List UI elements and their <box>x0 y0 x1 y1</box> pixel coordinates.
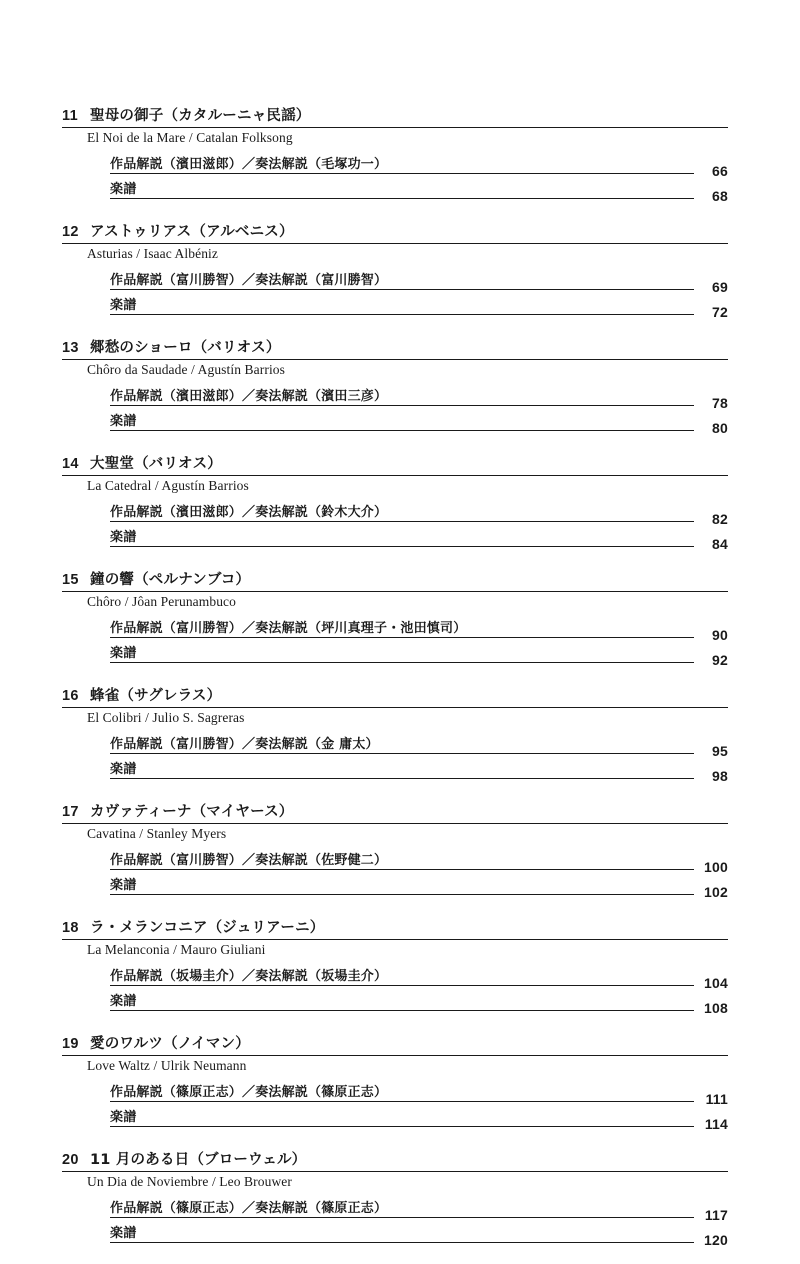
score-page-number: 108 <box>704 1000 728 1016</box>
score-page-number: 98 <box>712 768 728 784</box>
toc-entry-commentary-row[interactable] <box>110 615 728 643</box>
commentary-page-number: 78 <box>712 395 728 411</box>
toc-entry-heading <box>62 568 728 592</box>
toc-entry-title-ja: 聖母の御子（カタルーニャ民謡） <box>90 108 311 124</box>
toc-entry-score-row[interactable] <box>110 524 728 552</box>
score-label: 楽譜 <box>110 642 139 661</box>
toc-entry[interactable] <box>62 220 728 320</box>
toc-entry[interactable] <box>62 452 728 552</box>
toc-entry-number: 13 <box>62 340 79 356</box>
commentary-page-number: 95 <box>712 743 728 759</box>
toc-entry[interactable] <box>62 1148 728 1248</box>
score-page-number: 72 <box>712 304 728 320</box>
toc-entry-number: 12 <box>62 224 79 240</box>
commentary-page-number: 117 <box>704 1207 728 1223</box>
toc-entry-title-ja: 大聖堂（バリオス） <box>90 456 223 472</box>
commentary-label: 作品解説（篠原正志）／奏法解説（篠原正志） <box>110 1197 390 1216</box>
toc-entry-heading <box>62 220 728 244</box>
toc-entry-title-ja: カヴァティーナ（マイヤース） <box>90 804 294 820</box>
score-label: 楽譜 <box>110 874 139 893</box>
toc-entry-title-latin: Chôro da Saudade / Agustín Barrios <box>87 362 286 377</box>
commentary-label: 作品解説（濱田滋郎）／奏法解説（毛塚功一） <box>110 153 390 172</box>
toc-entry[interactable] <box>62 916 728 1016</box>
toc-entry-title-latin: La Melanconia / Mauro Giuliani <box>87 942 266 957</box>
commentary-label: 作品解説（濱田滋郎）／奏法解説（鈴木大介） <box>110 501 390 520</box>
toc-entry-commentary-row[interactable] <box>110 1195 728 1223</box>
toc-entry-heading <box>62 1148 728 1172</box>
toc-entry-heading <box>62 916 728 940</box>
toc-entry-commentary-row[interactable] <box>110 499 728 527</box>
commentary-page-number: 104 <box>704 975 728 991</box>
toc-entry-title-latin: La Catedral / Agustín Barrios <box>87 478 249 493</box>
leader-rule <box>110 778 694 779</box>
commentary-page-number: 111 <box>705 1091 728 1107</box>
commentary-page-number: 82 <box>712 511 728 527</box>
score-page-number: 80 <box>712 420 728 436</box>
toc-entry-score-row[interactable] <box>110 408 728 436</box>
toc-entry-score-row[interactable] <box>110 292 728 320</box>
leader-rule <box>110 662 694 663</box>
score-label: 楽譜 <box>110 1222 139 1241</box>
score-page-number: 84 <box>712 536 728 552</box>
score-label: 楽譜 <box>110 410 139 429</box>
toc-entry-title-latin: Chôro / Jôan Perunambuco <box>87 594 237 609</box>
score-page-number: 68 <box>712 188 728 204</box>
commentary-page-number: 66 <box>712 163 728 179</box>
leader-rule <box>110 985 694 986</box>
toc-entry-title-latin: El Noi de la Mare / Catalan Folksong <box>87 130 293 145</box>
commentary-page-number: 100 <box>704 859 728 875</box>
commentary-label: 作品解説（富川勝智）／奏法解説（富川勝智） <box>110 269 390 288</box>
score-label: 楽譜 <box>110 990 139 1009</box>
leader-rule <box>110 521 694 522</box>
toc-entry-score-row[interactable] <box>110 872 728 900</box>
commentary-label: 作品解説（坂場圭介）／奏法解説（坂場圭介） <box>110 965 390 984</box>
leader-rule <box>110 430 694 431</box>
toc-entry-heading <box>62 336 728 360</box>
score-page-number: 92 <box>712 652 728 668</box>
toc-entry[interactable] <box>62 1032 728 1132</box>
toc-entry-title-ja: 愛のワルツ（ノイマン） <box>90 1036 250 1052</box>
toc-entry[interactable] <box>62 568 728 668</box>
score-label: 楽譜 <box>110 294 139 313</box>
toc-entry-number: 20 <box>62 1152 79 1168</box>
toc-entry-heading <box>62 104 728 128</box>
toc-entry-number: 16 <box>62 688 79 704</box>
score-label: 楽譜 <box>110 526 139 545</box>
leader-rule <box>110 173 694 174</box>
toc-entry-title-ja: 鐘の響（ペルナンブコ） <box>90 572 251 588</box>
leader-rule <box>110 894 694 895</box>
commentary-page-number: 69 <box>712 279 728 295</box>
toc-entry-title-ja: 蜂雀（サグレラス） <box>90 688 222 704</box>
toc-entry[interactable] <box>62 800 728 900</box>
toc-entry-commentary-row[interactable] <box>110 151 728 179</box>
leader-rule <box>110 289 694 290</box>
toc-entry-commentary-row[interactable] <box>110 1079 728 1107</box>
toc-entry-score-row[interactable] <box>110 640 728 668</box>
toc-entry-title-latin: Love Waltz / Ulrik Neumann <box>87 1058 247 1073</box>
leader-rule <box>110 314 694 315</box>
score-label: 楽譜 <box>110 758 139 777</box>
score-page-number: 102 <box>704 884 728 900</box>
toc-entry-number: 15 <box>62 572 79 588</box>
toc-entry-number: 17 <box>62 804 79 820</box>
toc-entry-heading <box>62 684 728 708</box>
toc-entry-commentary-row[interactable] <box>110 847 728 875</box>
toc-entry-title-latin: Un Dia de Noviembre / Leo Brouwer <box>87 1174 292 1189</box>
leader-rule <box>110 1217 694 1218</box>
toc-entry-number: 18 <box>62 920 79 936</box>
toc-entry-title-ja: 11 月のある日（ブローウェル） <box>90 1152 307 1168</box>
leader-rule <box>110 198 694 199</box>
score-page-number: 120 <box>704 1232 728 1248</box>
commentary-page-number: 90 <box>712 627 728 643</box>
leader-rule <box>110 753 694 754</box>
toc-entry-title-ja: ラ・メランコニア（ジュリアーニ） <box>90 920 325 936</box>
leader-rule <box>110 405 694 406</box>
toc-entry-title-latin: Asturias / Isaac Albéniz <box>87 246 218 261</box>
toc-entry-score-row[interactable] <box>110 176 728 204</box>
toc-entry-heading <box>62 800 728 824</box>
toc-entry[interactable] <box>62 684 728 784</box>
leader-rule <box>110 546 694 547</box>
commentary-label: 作品解説（富川勝智）／奏法解説（佐野健二） <box>110 849 390 868</box>
commentary-label: 作品解説（富川勝智）／奏法解説（金 庸太） <box>110 733 382 752</box>
toc-entry-score-row[interactable] <box>110 1220 728 1248</box>
leader-rule <box>110 1126 694 1127</box>
toc-entry-commentary-row[interactable] <box>110 267 728 295</box>
score-label: 楽譜 <box>110 1106 139 1125</box>
commentary-label: 作品解説（篠原正志）／奏法解説（篠原正志） <box>110 1081 390 1100</box>
toc-entry-score-row[interactable] <box>110 1104 728 1132</box>
toc-entry[interactable] <box>62 104 728 204</box>
leader-rule <box>110 637 694 638</box>
toc-entry-number: 11 <box>62 108 78 124</box>
toc-entry-number: 19 <box>62 1036 79 1052</box>
score-label: 楽譜 <box>110 178 139 197</box>
toc-entry-score-row[interactable] <box>110 988 728 1016</box>
leader-rule <box>110 1242 694 1243</box>
table-of-contents <box>62 104 728 1264</box>
leader-rule <box>110 1101 694 1102</box>
leader-rule <box>110 869 694 870</box>
toc-entry-score-row[interactable] <box>110 756 728 784</box>
toc-entry-heading <box>62 1032 728 1056</box>
toc-entry-commentary-row[interactable] <box>110 963 728 991</box>
toc-entry-commentary-row[interactable] <box>110 731 728 759</box>
toc-entry-heading <box>62 452 728 476</box>
toc-entry-title-latin: El Colibri / Julio S. Sagreras <box>87 710 245 725</box>
commentary-label: 作品解説（富川勝智）／奏法解説（坪川真理子・池田慎司） <box>110 617 469 636</box>
toc-entry-title-latin: Cavatina / Stanley Myers <box>87 826 227 841</box>
toc-entry[interactable] <box>62 336 728 436</box>
commentary-label: 作品解説（濱田滋郎）／奏法解説（濱田三彦） <box>110 385 390 404</box>
leader-rule <box>110 1010 694 1011</box>
toc-entry-number: 14 <box>62 456 79 472</box>
toc-entry-title-ja: アストゥリアス（アルベニス） <box>90 224 294 240</box>
score-page-number: 114 <box>704 1116 728 1132</box>
toc-entry-title-ja: 郷愁のショーロ（バリオス） <box>90 340 281 356</box>
toc-entry-commentary-row[interactable] <box>110 383 728 411</box>
